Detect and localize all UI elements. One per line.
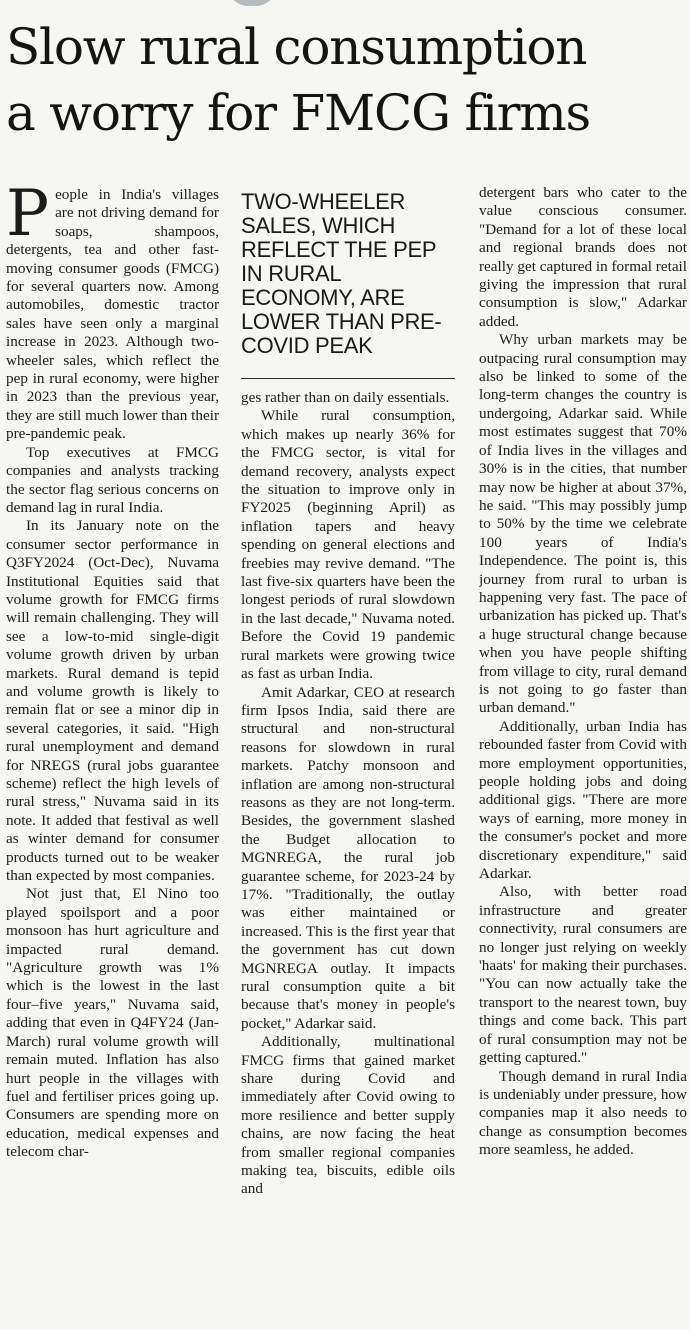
headline bbox=[6, 14, 686, 146]
pull-quote-divider bbox=[241, 378, 455, 379]
paragraph: While rural consumption, which makes up nearly 36% for the FMCG sector, is vital for demand recovery, analysts expect the situation to improve only in FY2025 (beginning April) as inflation tapers and heavy spending on general elections and freebies may revive demand. "The last five-six quarters have been the longest periods of rural slowdown in the last decade," Nuvama noted. Before the Covid 19 pandemic rural markets were growing twice as fast as urban India. bbox=[241, 407, 455, 683]
paragraph: Not just that, El Nino too played spoilsport and a poor monsoon has hurt agriculture and impacted rural demand. "Agriculture growth was 1% which is the lowest in the last four–five years," Nuvama said, adding that even in Q4FY24 (Jan-March) rural volume growth will remain muted. Inflation has also hurt people in the villages with fuel and fertiliser prices going up. Consumers are spending more on education, medical expenses and telecom char- bbox=[6, 885, 219, 1161]
pull-quote: TWO-WHEELER SALES, WHICH REFLECT THE PEP IN RURAL ECONOMY, ARE LOWER THAN PRE-COVID PEAK bbox=[241, 189, 442, 358]
lead-paragraph bbox=[6, 186, 219, 444]
paragraph: ges rather than on daily essentials. bbox=[241, 389, 450, 406]
paragraph: Additionally, urban India has rebounded faster from Covid with more employment opportunities, people holding jobs and doing additional gigs. "There are more ways of earning, more money in the consumer's pocket and more discretionary expenditure," said Adarkar. bbox=[479, 717, 687, 883]
paragraph: In its January note on the consumer sector performance in Q3FY2024 (Oct-Dec), Nuvama Institutional Equities said that volume growth for FMCG firms will remain challenging. They will see a low-to-mid single-digit volume growth driven by urban markets. Rural demand is tepid and volume growth is likely to remain flat or see a minor dip in several categories, it said. "High rural unemployment and demand for NREGS (rural jobs guarantee scheme) reflect the high levels of rural stress," Nuvama said in its note. It added that festival as well as winter demand for consumer products turned out to be weaker than expected by most companies. bbox=[6, 517, 219, 885]
paragraph: Also, with better road infrastructure and greater connectivity, rural consumers are no longer just relying on weekly 'haats' for making their purchases. "You can now actually take the transport to the nearest town, buy things and come back. This part of rural consumption may not be getting captured." bbox=[479, 883, 687, 1067]
paragraph: Additionally, multinational FMCG firms that gained market share during Covid and immediately after Covid owing to more resilience and better supply chains, are now facing the heat from smaller regional companies making tea, biscuits, edible oils and bbox=[241, 1033, 455, 1198]
column-2 bbox=[241, 186, 455, 1330]
drop-cap: P bbox=[6, 186, 50, 251]
column-3 bbox=[479, 184, 687, 1328]
paragraph: Why urban markets may be outpacing rural consumption may also be linked to some of the long-term changes the country is undergoing, Adarkar said. While most estimates suggest that 70% of India lives in the villages and 30% is in the cities, that number may now be higher at about 37%, he said. "This may possibly jump to 50% by the time we celebrate 100 years of India's Independence. The point is, this journey from rural to urban is happening very fast. The pace of urbanization has picked up. That's a huge structural change because when you have people shifting from village to city, rural demand is not going to go faster than urban demand." bbox=[479, 331, 687, 717]
column-1 bbox=[6, 186, 219, 1330]
paragraph: Though demand in rural India is undeniably under pressure, how companies map it also needs to change as consumption becomes more seamless, he added. bbox=[479, 1067, 687, 1159]
lead-text: eople in India's villages are not driving demand for soaps, shampoos, detergents, tea and other fast-moving consumer goods (FMCG) for several quarters now. Among automobiles, domestic tractor sales have seen only a marginal increase in 2023. Although two-wheeler sales, which reflect the pep in rural economy, were higher in 2023 than the previous year, they are still much lower than their pre-pandemic peak. bbox=[6, 186, 219, 443]
masthead-ornament bbox=[228, 0, 276, 6]
paragraph: detergent bars who cater to the value conscious consumer. "Demand for a lot of these local and regional brands does not really get captured in formal retail giving the impression that rural consumption is slow," Adarkar added. bbox=[479, 184, 687, 330]
paragraph: Top executives at FMCG companies and analysts tracking the sector flag serious concerns on demand lag in rural India. bbox=[6, 443, 219, 516]
headline-line-1: Slow rural consumption bbox=[6, 18, 587, 76]
paragraph: Amit Adarkar, CEO at research firm Ipsos India, said there are structural and non-structural reasons for slowdown in rural markets. Patchy monsoon and inflation are among non-structural reasons as they are not long-term. Besides, the government slashed the Budget allocation to MGNREGA, the rural job guarantee scheme, for 2023-24 by 17%. "Traditionally, the outlay was either maintained or increased. This is the first year that the government has cut down MGNREGA outlay. It impacts rural consumption quite a bit because that's money in people's pocket," Adarkar said. bbox=[241, 683, 455, 1032]
headline-line-2: a worry for FMCG firms bbox=[6, 84, 591, 142]
